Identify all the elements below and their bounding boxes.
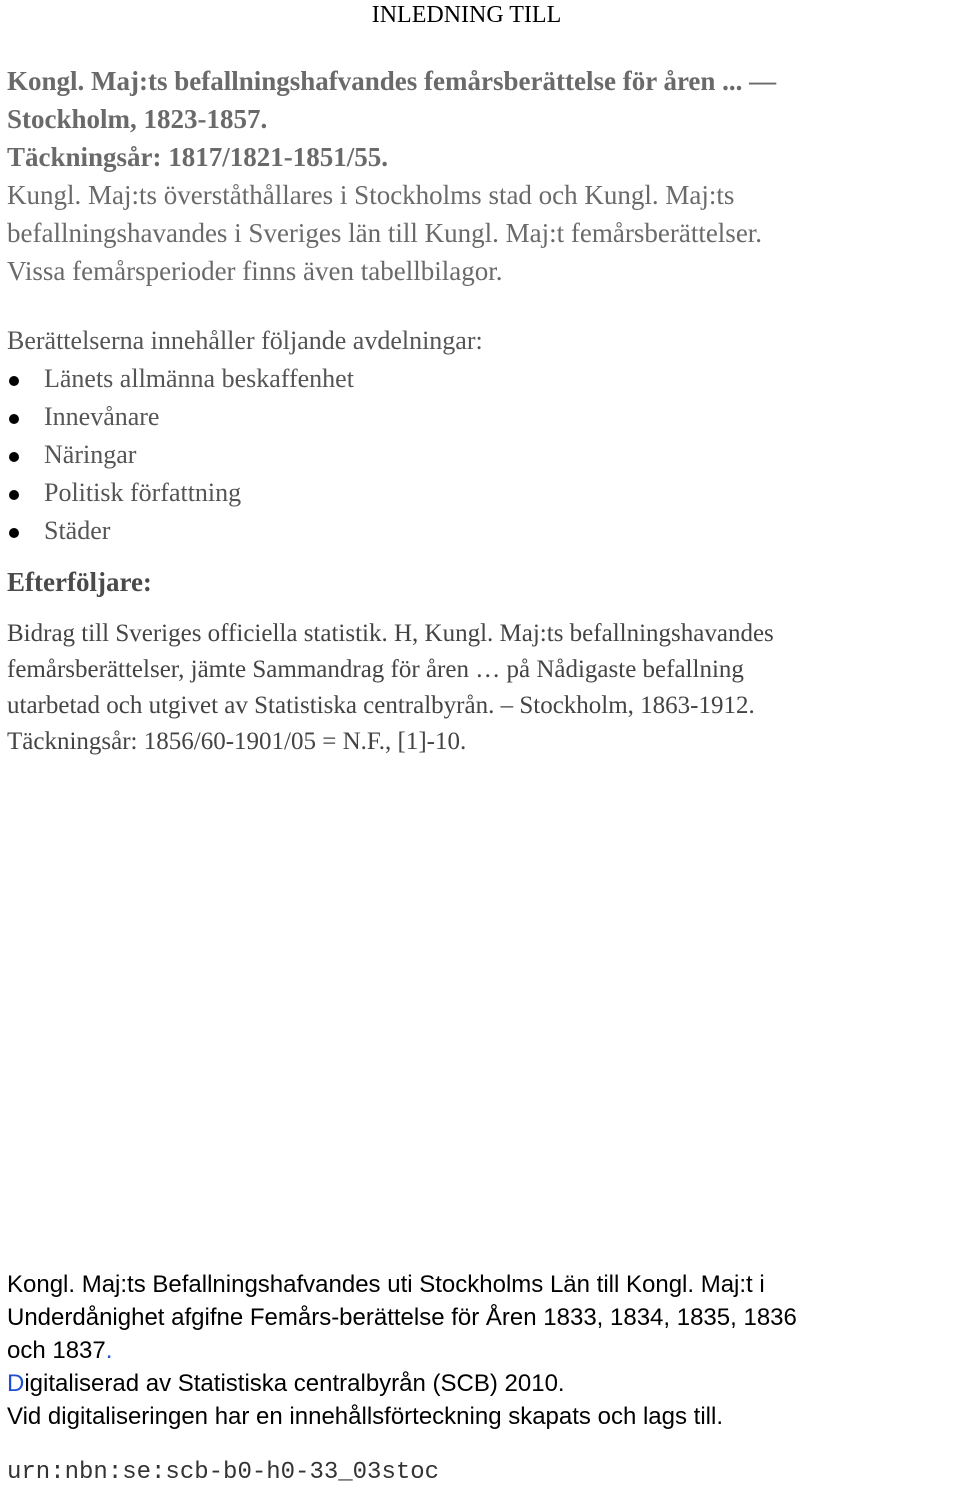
- original-title-line-1: Kongl. Maj:ts Befallningshafvandes uti Stockholms Län till Kongl. Maj:t i: [7, 1271, 765, 1298]
- intro-block: [7, 62, 957, 290]
- series-coverage-years: Täckningsår: 1817/1821-1851/55.: [7, 142, 389, 172]
- digitized-by-line: Digitaliserad av Statistiska centralbyrån (SCB) 2010.: [7, 1370, 565, 1397]
- bullet-icon: [9, 376, 19, 386]
- successor-heading: Efterföljare:: [7, 567, 152, 597]
- bullet-icon: [9, 452, 19, 462]
- list-item: Städer: [7, 512, 957, 550]
- bullet-icon: [9, 528, 19, 538]
- bullet-icon: [9, 490, 19, 500]
- list-item: Länets allmänna beskaffenhet: [7, 360, 957, 398]
- sections-intro: Berättelserna innehåller följande avdelningar:: [7, 326, 483, 355]
- series-description-line-1: Kungl. Maj:ts överståthållares i Stockholms stad och Kungl. Maj:ts: [7, 180, 735, 210]
- series-description-line-3: Vissa femårsperioder finns även tabellbilagor.: [7, 256, 503, 286]
- series-title-line-1: Kongl. Maj:ts befallningshafvandes femårsberättelse för åren ... —: [7, 66, 777, 96]
- series-description-line-2: befallningshavandes i Sveriges län till Kungl. Maj:t femårsberättelser.: [7, 218, 763, 248]
- list-item: Innevånare: [7, 398, 957, 436]
- sections-block: [7, 322, 957, 550]
- list-item: Politisk författning: [7, 474, 957, 512]
- original-title-line-3: och 1837.: [7, 1337, 113, 1364]
- digitization-footer: [7, 1268, 957, 1433]
- successor-line-3: utarbetad och utgivet av Statistiska centralbyrån. – Stockholm, 1863-1912.: [7, 692, 755, 719]
- original-title-line-2: Underdånighet afgifne Femårs-berättelse för Åren 1833, 1834, 1835, 1836: [7, 1304, 797, 1331]
- successor-line-4: Täckningsår: 1856/60-1901/05 = N.F., [1]-10.: [7, 728, 467, 755]
- bullet-icon: [9, 414, 19, 424]
- successor-line-1: Bidrag till Sveriges officiella statistik. H, Kungl. Maj:ts befallningshavandes: [7, 620, 774, 647]
- urn-identifier: urn:nbn:se:scb-b0-h0-33_03stoc: [7, 1459, 440, 1486]
- list-item: Näringar: [7, 436, 957, 474]
- digitization-note: Vid digitaliseringen har en innehållsförteckning skapats och lags till.: [7, 1403, 723, 1430]
- successor-line-2: femårsberättelser, jämte Sammandrag för åren … på Nådigaste befallning: [7, 656, 744, 683]
- page-header-title: INLEDNING TILL: [371, 2, 562, 28]
- series-title-line-2: Stockholm, 1823-1857.: [7, 104, 268, 134]
- successor-text: [7, 616, 957, 760]
- sections-list: [7, 360, 957, 550]
